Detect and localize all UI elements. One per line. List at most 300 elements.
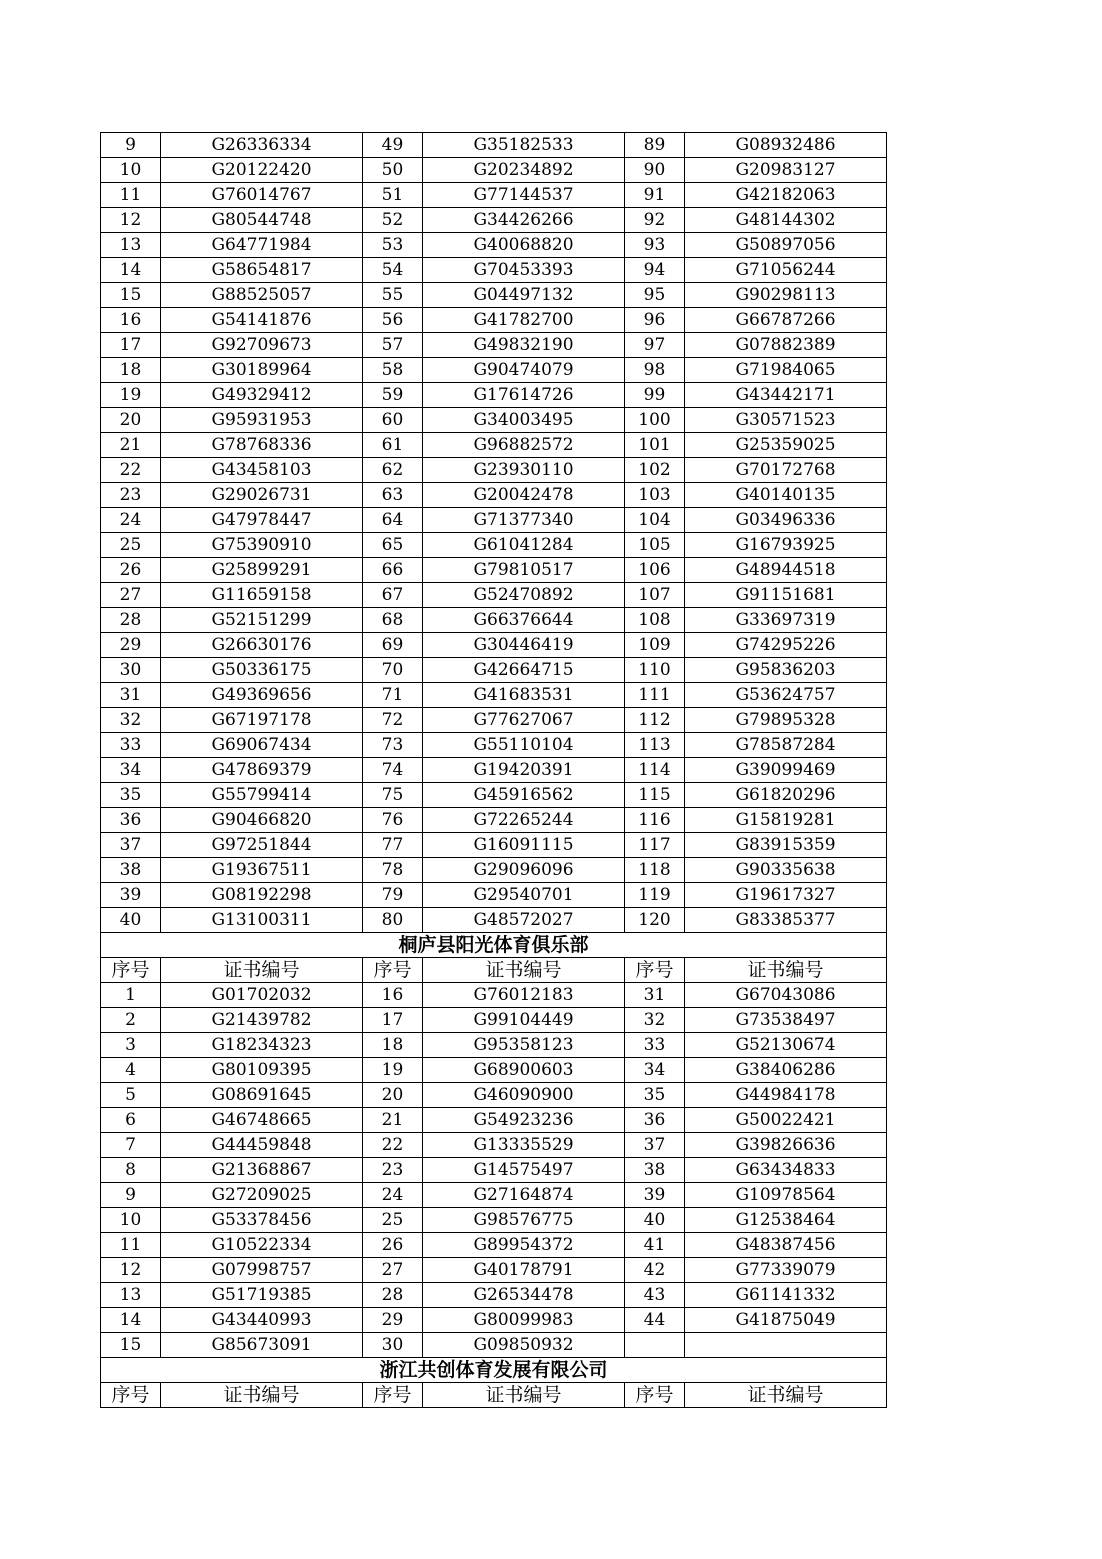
cert-number-cell: G13335529	[423, 1133, 625, 1158]
seq-cell: 13	[101, 1283, 161, 1308]
table-row	[101, 1333, 887, 1358]
cert-number-cell: G26336334	[161, 133, 363, 158]
table-row	[101, 683, 887, 708]
seq-cell: 53	[363, 233, 423, 258]
cert-number-cell: G40140135	[685, 483, 887, 508]
seq-cell: 116	[625, 808, 685, 833]
seq-cell: 95	[625, 283, 685, 308]
seq-cell: 52	[363, 208, 423, 233]
section-title: 浙江共创体育发展有限公司	[101, 1358, 887, 1383]
seq-cell: 24	[101, 508, 161, 533]
seq-cell: 2	[101, 1008, 161, 1033]
cert-number-cell: G25899291	[161, 558, 363, 583]
seq-cell: 5	[101, 1083, 161, 1108]
seq-cell: 111	[625, 683, 685, 708]
cert-number-cell: G49369656	[161, 683, 363, 708]
cert-number-cell: G18234323	[161, 1033, 363, 1058]
cert-number-cell: G66787266	[685, 308, 887, 333]
seq-cell: 17	[363, 1008, 423, 1033]
table-row	[101, 633, 887, 658]
seq-cell: 35	[625, 1083, 685, 1108]
certificate-table-body	[101, 133, 887, 1408]
seq-cell: 104	[625, 508, 685, 533]
seq-cell: 112	[625, 708, 685, 733]
cert-number-cell: G38406286	[685, 1058, 887, 1083]
cert-number-cell: G50897056	[685, 233, 887, 258]
cert-number-cell: G34003495	[423, 408, 625, 433]
cert-number-cell: G71984065	[685, 358, 887, 383]
seq-cell: 26	[363, 1233, 423, 1258]
cert-number-cell: G40068820	[423, 233, 625, 258]
seq-cell: 18	[363, 1033, 423, 1058]
table-row	[101, 483, 887, 508]
cert-number-cell: G49329412	[161, 383, 363, 408]
seq-cell: 34	[101, 758, 161, 783]
table-row	[101, 1208, 887, 1233]
cert-number-cell: G20234892	[423, 158, 625, 183]
seq-cell	[625, 1333, 685, 1358]
seq-cell: 29	[101, 633, 161, 658]
cert-number-header: 证书编号	[161, 958, 363, 983]
cert-number-cell: G77144537	[423, 183, 625, 208]
table-row	[101, 558, 887, 583]
seq-cell: 55	[363, 283, 423, 308]
cert-number-cell: G30189964	[161, 358, 363, 383]
seq-cell: 10	[101, 158, 161, 183]
seq-cell: 79	[363, 883, 423, 908]
seq-cell: 113	[625, 733, 685, 758]
cert-number-cell: G29096096	[423, 858, 625, 883]
seq-cell: 10	[101, 1208, 161, 1233]
seq-cell: 14	[101, 1308, 161, 1333]
table-row	[101, 1258, 887, 1283]
table-row	[101, 1133, 887, 1158]
seq-cell: 16	[101, 308, 161, 333]
cert-number-cell: G80544748	[161, 208, 363, 233]
seq-cell: 13	[101, 233, 161, 258]
seq-cell: 54	[363, 258, 423, 283]
seq-cell: 110	[625, 658, 685, 683]
seq-cell: 80	[363, 908, 423, 933]
table-row	[101, 458, 887, 483]
seq-cell: 23	[101, 483, 161, 508]
seq-cell: 115	[625, 783, 685, 808]
cert-number-cell: G03496336	[685, 508, 887, 533]
cert-number-cell: G76012183	[423, 983, 625, 1008]
cert-number-cell: G90466820	[161, 808, 363, 833]
cert-number-cell: G54141876	[161, 308, 363, 333]
seq-cell: 37	[625, 1133, 685, 1158]
table-row	[101, 533, 887, 558]
cert-number-cell: G26534478	[423, 1283, 625, 1308]
cert-number-cell: G41683531	[423, 683, 625, 708]
cert-number-cell: G21439782	[161, 1008, 363, 1033]
seq-cell: 63	[363, 483, 423, 508]
cert-number-cell: G50336175	[161, 658, 363, 683]
cert-number-cell: G72265244	[423, 808, 625, 833]
cert-number-cell: G29026731	[161, 483, 363, 508]
cert-number-cell: G29540701	[423, 883, 625, 908]
cert-number-cell: G52130674	[685, 1033, 887, 1058]
cert-number-cell: G91151681	[685, 583, 887, 608]
cert-number-cell: G67197178	[161, 708, 363, 733]
cert-number-cell: G52151299	[161, 608, 363, 633]
cert-number-cell: G74295226	[685, 633, 887, 658]
seq-cell: 11	[101, 1233, 161, 1258]
seq-cell: 44	[625, 1308, 685, 1333]
cert-number-cell: G47869379	[161, 758, 363, 783]
seq-cell: 78	[363, 858, 423, 883]
cert-number-cell: G79810517	[423, 558, 625, 583]
seq-cell: 3	[101, 1033, 161, 1058]
seq-cell: 19	[363, 1058, 423, 1083]
cert-number-header: 证书编号	[423, 958, 625, 983]
seq-cell: 19	[101, 383, 161, 408]
seq-cell: 65	[363, 533, 423, 558]
seq-cell: 35	[101, 783, 161, 808]
seq-cell: 102	[625, 458, 685, 483]
table-row	[101, 383, 887, 408]
cert-number-cell: G77339079	[685, 1258, 887, 1283]
seq-cell: 22	[363, 1133, 423, 1158]
seq-cell: 61	[363, 433, 423, 458]
cert-number-cell: G80099983	[423, 1308, 625, 1333]
seq-cell: 96	[625, 308, 685, 333]
cert-number-cell: G16793925	[685, 533, 887, 558]
cert-number-cell: G42182063	[685, 183, 887, 208]
seq-cell: 9	[101, 133, 161, 158]
table-row	[101, 808, 887, 833]
cert-number-cell: G83385377	[685, 908, 887, 933]
seq-cell: 114	[625, 758, 685, 783]
cert-number-cell: G27164874	[423, 1183, 625, 1208]
cert-number-cell: G79895328	[685, 708, 887, 733]
seq-cell: 94	[625, 258, 685, 283]
seq-cell: 21	[363, 1108, 423, 1133]
seq-cell: 31	[101, 683, 161, 708]
cert-number-cell: G99104449	[423, 1008, 625, 1033]
cert-number-cell: G89954372	[423, 1233, 625, 1258]
cert-number-cell: G43440993	[161, 1308, 363, 1333]
cert-number-cell: G90335638	[685, 858, 887, 883]
seq-cell: 103	[625, 483, 685, 508]
seq-header: 序号	[363, 958, 423, 983]
cert-number-cell: G53378456	[161, 1208, 363, 1233]
cert-number-cell: G04497132	[423, 283, 625, 308]
seq-cell: 97	[625, 333, 685, 358]
table-row	[101, 133, 887, 158]
seq-cell: 64	[363, 508, 423, 533]
section-title: 桐庐县阳光体育俱乐部	[101, 933, 887, 958]
cert-number-cell: G48387456	[685, 1233, 887, 1258]
seq-cell: 27	[101, 583, 161, 608]
cert-number-cell: G08192298	[161, 883, 363, 908]
seq-header: 序号	[101, 1383, 161, 1408]
seq-cell: 43	[625, 1283, 685, 1308]
seq-cell: 56	[363, 308, 423, 333]
seq-cell: 117	[625, 833, 685, 858]
cert-number-cell: G34426266	[423, 208, 625, 233]
cert-number-cell: G83915359	[685, 833, 887, 858]
seq-cell: 25	[101, 533, 161, 558]
cert-number-header: 证书编号	[685, 1383, 887, 1408]
cert-number-cell: G43442171	[685, 383, 887, 408]
cert-number-cell: G21368867	[161, 1158, 363, 1183]
seq-cell: 105	[625, 533, 685, 558]
cert-number-cell: G30446419	[423, 633, 625, 658]
table-row	[101, 1158, 887, 1183]
seq-cell: 32	[101, 708, 161, 733]
cert-number-cell: G19367511	[161, 858, 363, 883]
table-row	[101, 908, 887, 933]
cert-number-cell: G35182533	[423, 133, 625, 158]
cert-number-cell: G61041284	[423, 533, 625, 558]
seq-header: 序号	[625, 1383, 685, 1408]
cert-number-cell: G71056244	[685, 258, 887, 283]
cert-number-cell: G48144302	[685, 208, 887, 233]
cert-number-cell: G11659158	[161, 583, 363, 608]
cert-number-cell: G07998757	[161, 1258, 363, 1283]
cert-number-cell: G70453393	[423, 258, 625, 283]
seq-cell: 12	[101, 208, 161, 233]
section-row	[101, 1358, 887, 1383]
seq-cell: 26	[101, 558, 161, 583]
seq-header: 序号	[625, 958, 685, 983]
table-row	[101, 658, 887, 683]
seq-cell: 60	[363, 408, 423, 433]
seq-cell: 92	[625, 208, 685, 233]
cert-number-cell: G68900603	[423, 1058, 625, 1083]
cert-number-cell: G48944518	[685, 558, 887, 583]
cert-number-cell: G73538497	[685, 1008, 887, 1033]
cert-number-cell: G63434833	[685, 1158, 887, 1183]
seq-cell: 11	[101, 183, 161, 208]
cert-number-cell: G51719385	[161, 1283, 363, 1308]
cert-number-cell: G10522334	[161, 1233, 363, 1258]
cert-number-cell: G40178791	[423, 1258, 625, 1283]
seq-cell: 75	[363, 783, 423, 808]
seq-cell: 67	[363, 583, 423, 608]
table-row	[101, 1308, 887, 1333]
cert-number-cell: G90298113	[685, 283, 887, 308]
seq-cell: 22	[101, 458, 161, 483]
seq-cell: 42	[625, 1258, 685, 1283]
seq-cell: 38	[101, 858, 161, 883]
seq-cell: 9	[101, 1183, 161, 1208]
table-row	[101, 708, 887, 733]
seq-cell: 8	[101, 1158, 161, 1183]
cert-number-cell: G39826636	[685, 1133, 887, 1158]
table-row	[101, 608, 887, 633]
cert-number-cell: G20983127	[685, 158, 887, 183]
seq-cell: 39	[101, 883, 161, 908]
seq-cell: 93	[625, 233, 685, 258]
cert-number-cell: G26630176	[161, 633, 363, 658]
seq-cell: 59	[363, 383, 423, 408]
seq-cell: 15	[101, 1333, 161, 1358]
cert-number-cell: G41782700	[423, 308, 625, 333]
seq-cell: 39	[625, 1183, 685, 1208]
cert-number-cell: G50022421	[685, 1108, 887, 1133]
cert-number-cell: G69067434	[161, 733, 363, 758]
seq-cell: 40	[625, 1208, 685, 1233]
seq-cell: 73	[363, 733, 423, 758]
cert-number-cell: G16091115	[423, 833, 625, 858]
cert-number-cell: G55110104	[423, 733, 625, 758]
seq-cell: 91	[625, 183, 685, 208]
cert-number-cell: G78587284	[685, 733, 887, 758]
seq-header: 序号	[101, 958, 161, 983]
seq-cell: 36	[625, 1108, 685, 1133]
seq-cell: 70	[363, 658, 423, 683]
cert-number-cell: G25359025	[685, 433, 887, 458]
table-row	[101, 583, 887, 608]
seq-cell: 31	[625, 983, 685, 1008]
seq-cell: 90	[625, 158, 685, 183]
seq-cell: 49	[363, 133, 423, 158]
table-row	[101, 358, 887, 383]
seq-cell: 68	[363, 608, 423, 633]
seq-cell: 119	[625, 883, 685, 908]
cert-number-cell: G46090900	[423, 1083, 625, 1108]
cert-number-cell: G08691645	[161, 1083, 363, 1108]
table-row	[101, 758, 887, 783]
seq-cell: 72	[363, 708, 423, 733]
cert-number-cell: G45916562	[423, 783, 625, 808]
seq-cell: 98	[625, 358, 685, 383]
seq-cell: 28	[363, 1283, 423, 1308]
seq-cell: 69	[363, 633, 423, 658]
section-row	[101, 933, 887, 958]
cert-number-cell: G44984178	[685, 1083, 887, 1108]
cert-number-cell: G53624757	[685, 683, 887, 708]
seq-header: 序号	[363, 1383, 423, 1408]
cert-number-cell: G23930110	[423, 458, 625, 483]
seq-cell: 120	[625, 908, 685, 933]
cert-number-cell: G66376644	[423, 608, 625, 633]
cert-number-cell	[685, 1333, 887, 1358]
seq-cell: 7	[101, 1133, 161, 1158]
cert-number-cell: G42664715	[423, 658, 625, 683]
certificate-table	[100, 132, 887, 1408]
seq-cell: 25	[363, 1208, 423, 1233]
cert-number-cell: G64771984	[161, 233, 363, 258]
cert-number-cell: G70172768	[685, 458, 887, 483]
cert-number-cell: G08932486	[685, 133, 887, 158]
cert-number-cell: G80109395	[161, 1058, 363, 1083]
cert-number-cell: G30571523	[685, 408, 887, 433]
cert-number-cell: G90474079	[423, 358, 625, 383]
cert-number-cell: G76014767	[161, 183, 363, 208]
cert-number-cell: G33697319	[685, 608, 887, 633]
cert-number-cell: G97251844	[161, 833, 363, 858]
cert-number-cell: G12538464	[685, 1208, 887, 1233]
table-row	[101, 208, 887, 233]
cert-number-cell: G13100311	[161, 908, 363, 933]
seq-cell: 27	[363, 1258, 423, 1283]
seq-cell: 24	[363, 1183, 423, 1208]
cert-number-cell: G54923236	[423, 1108, 625, 1133]
cert-number-cell: G20122420	[161, 158, 363, 183]
table-row	[101, 1008, 887, 1033]
table-row	[101, 283, 887, 308]
table-row	[101, 258, 887, 283]
seq-cell: 32	[625, 1008, 685, 1033]
cert-number-cell: G58654817	[161, 258, 363, 283]
cert-number-cell: G19617327	[685, 883, 887, 908]
seq-cell: 76	[363, 808, 423, 833]
cert-number-cell: G77627067	[423, 708, 625, 733]
seq-cell: 101	[625, 433, 685, 458]
seq-cell: 12	[101, 1258, 161, 1283]
seq-cell: 66	[363, 558, 423, 583]
table-row	[101, 333, 887, 358]
cert-number-cell: G39099469	[685, 758, 887, 783]
table-row	[101, 1083, 887, 1108]
seq-cell: 20	[101, 408, 161, 433]
seq-cell: 100	[625, 408, 685, 433]
seq-cell: 107	[625, 583, 685, 608]
cert-number-cell: G49832190	[423, 333, 625, 358]
cert-number-cell: G10978564	[685, 1183, 887, 1208]
seq-cell: 118	[625, 858, 685, 883]
cert-number-cell: G09850932	[423, 1333, 625, 1358]
cert-number-cell: G47978447	[161, 508, 363, 533]
seq-cell: 1	[101, 983, 161, 1008]
seq-cell: 40	[101, 908, 161, 933]
seq-cell: 74	[363, 758, 423, 783]
seq-cell: 106	[625, 558, 685, 583]
seq-cell: 33	[625, 1033, 685, 1058]
seq-cell: 34	[625, 1058, 685, 1083]
table-row	[101, 158, 887, 183]
cert-number-cell: G41875049	[685, 1308, 887, 1333]
table-row	[101, 733, 887, 758]
cert-number-cell: G78768336	[161, 433, 363, 458]
cert-number-cell: G75390910	[161, 533, 363, 558]
seq-cell: 4	[101, 1058, 161, 1083]
cert-number-cell: G27209025	[161, 1183, 363, 1208]
cert-number-cell: G88525057	[161, 283, 363, 308]
cert-number-cell: G55799414	[161, 783, 363, 808]
cert-number-cell: G95836203	[685, 658, 887, 683]
table-row	[101, 1283, 887, 1308]
seq-cell: 77	[363, 833, 423, 858]
table-row	[101, 858, 887, 883]
table-row	[101, 983, 887, 1008]
seq-cell: 18	[101, 358, 161, 383]
table-row	[101, 1033, 887, 1058]
cert-number-cell: G52470892	[423, 583, 625, 608]
table-row	[101, 1183, 887, 1208]
seq-cell: 30	[363, 1333, 423, 1358]
seq-cell: 71	[363, 683, 423, 708]
cert-number-header: 证书编号	[685, 958, 887, 983]
seq-cell: 33	[101, 733, 161, 758]
cert-number-cell: G96882572	[423, 433, 625, 458]
seq-cell: 62	[363, 458, 423, 483]
cert-number-cell: G95931953	[161, 408, 363, 433]
seq-cell: 109	[625, 633, 685, 658]
table-row	[101, 1233, 887, 1258]
cert-number-header: 证书编号	[161, 1383, 363, 1408]
cert-number-cell: G17614726	[423, 383, 625, 408]
seq-cell: 28	[101, 608, 161, 633]
seq-cell: 51	[363, 183, 423, 208]
cert-number-cell: G71377340	[423, 508, 625, 533]
seq-cell: 23	[363, 1158, 423, 1183]
cert-number-cell: G43458103	[161, 458, 363, 483]
